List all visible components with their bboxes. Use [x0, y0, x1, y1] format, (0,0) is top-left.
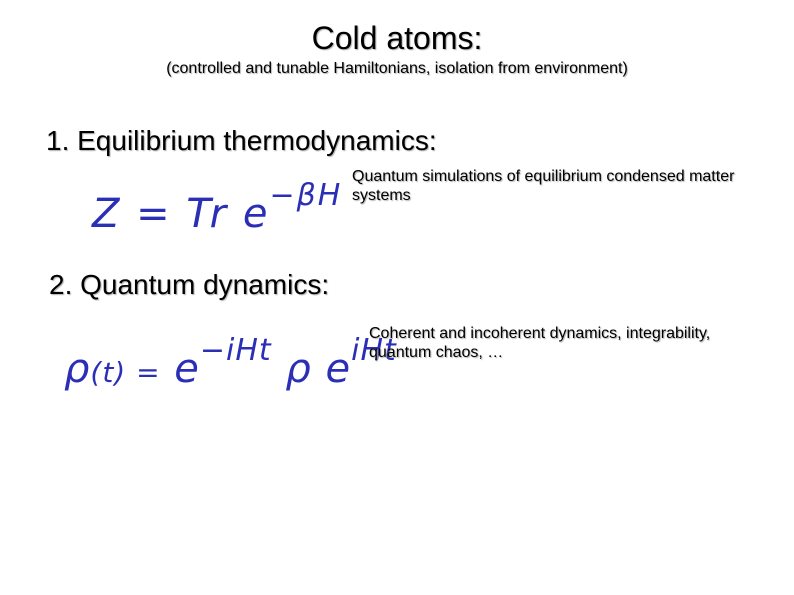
- formula-exponent: −βH: [269, 178, 343, 213]
- formula-rho-mid: ρ: [285, 346, 312, 392]
- formula-e-right: e: [325, 346, 352, 392]
- formula-exponent-right: iHt: [351, 333, 397, 368]
- formula-e-left: e: [174, 346, 200, 392]
- section-description-equilibrium: Quantum simulations of equilibrium condensed matter systems: [352, 168, 735, 204]
- formula-rho-lhs: ρ: [64, 346, 91, 392]
- section-heading-equilibrium: 1. Equilibrium thermodynamics:: [46, 125, 437, 156]
- time-evolution-formula: [64, 318, 397, 406]
- section-heading-dynamics: 2. Quantum dynamics:: [49, 269, 330, 300]
- formula-time-arg: (t) =: [90, 356, 161, 389]
- partition-function-formula: [92, 166, 342, 244]
- formula-base: Z = Tr e: [92, 191, 270, 237]
- slide-title: Cold atoms:: [311, 20, 483, 56]
- formula-exponent-left: −iHt: [199, 333, 272, 368]
- slide-subtitle: (controlled and tunable Hamiltonians, isolation from environment): [166, 60, 628, 77]
- section-description-dynamics: Coherent and incoherent dynamics, integrability, quantum chaos, …: [369, 325, 711, 361]
